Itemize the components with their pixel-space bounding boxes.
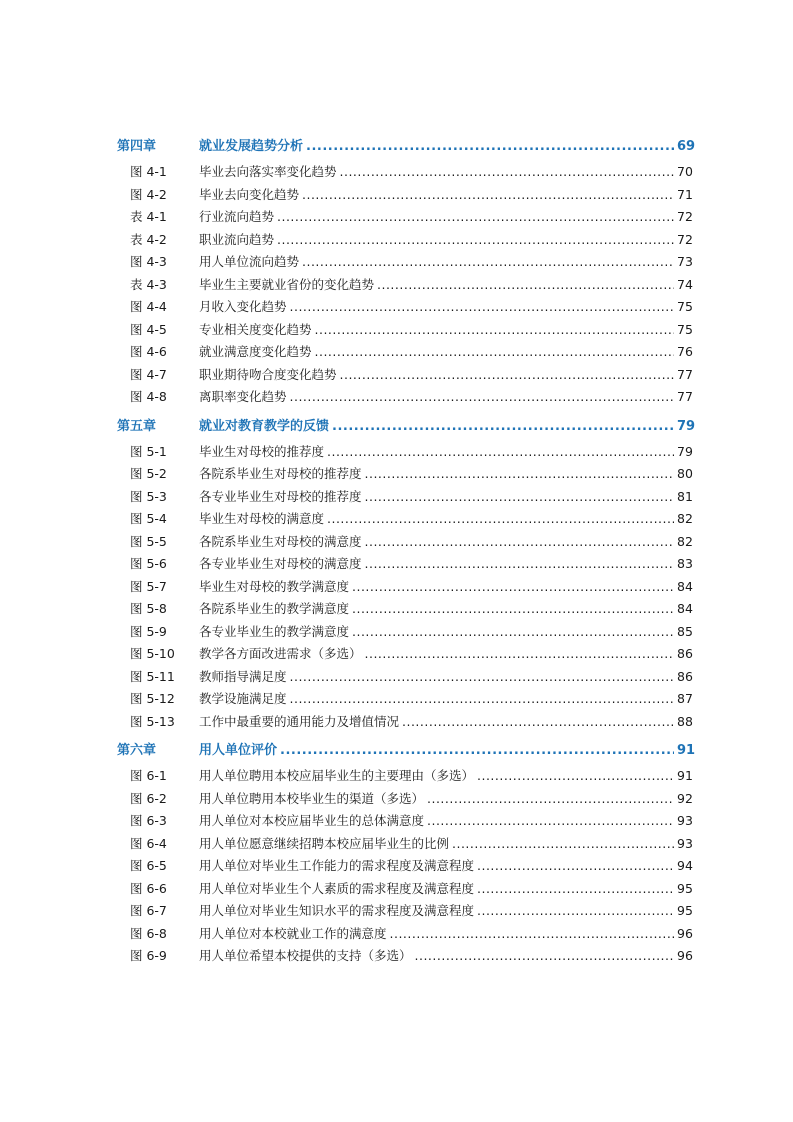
entry-page-number: 96 bbox=[677, 925, 693, 941]
toc-entry[interactable] bbox=[117, 161, 691, 184]
entry-label: 图 6-1 bbox=[130, 768, 167, 783]
entry-label: 图 5-2 bbox=[130, 466, 167, 481]
dot-leader bbox=[327, 508, 674, 531]
dot-leader bbox=[302, 251, 674, 274]
toc-entry[interactable] bbox=[117, 341, 691, 364]
entry-title: 毕业生主要就业省份的变化趋势 bbox=[199, 276, 375, 292]
entry-label: 图 5-1 bbox=[130, 443, 167, 459]
entry-page-number: 75 bbox=[677, 299, 693, 314]
entry-label: 图 4-8 bbox=[130, 389, 167, 404]
toc-entry[interactable] bbox=[117, 621, 691, 644]
dot-leader bbox=[290, 688, 674, 711]
entry-label: 图 4-1 bbox=[130, 164, 167, 179]
entry-page-number: 86 bbox=[677, 668, 693, 684]
toc-chapter-heading[interactable] bbox=[117, 133, 696, 161]
dot-leader bbox=[390, 923, 674, 946]
entry-label: 图 5-6 bbox=[130, 556, 167, 571]
entry-label: 表 4-3 bbox=[130, 276, 167, 292]
entry-title: 毕业生对母校的教学满意度 bbox=[199, 578, 350, 594]
toc-entry[interactable] bbox=[117, 364, 691, 387]
entry-label: 图 6-8 bbox=[130, 925, 167, 941]
entry-title: 用人单位对毕业生知识水平的需求程度及满意程度 bbox=[199, 903, 475, 918]
chapter-number: 第六章 bbox=[117, 743, 157, 758]
entry-title: 毕业去向变化趋势 bbox=[199, 186, 300, 202]
entry-label: 图 6-3 bbox=[130, 813, 167, 828]
toc-entry[interactable] bbox=[117, 711, 691, 734]
entry-title: 教学设施满足度 bbox=[199, 691, 287, 706]
entry-title: 教师指导满足度 bbox=[199, 668, 287, 684]
toc-entry[interactable] bbox=[117, 274, 691, 297]
entry-page-number: 76 bbox=[677, 344, 693, 359]
entry-page-number: 94 bbox=[677, 858, 693, 873]
dot-leader bbox=[290, 296, 674, 319]
entry-label: 图 6-5 bbox=[130, 858, 167, 873]
entry-title: 用人单位聘用本校应届毕业生的主要理由（多选） bbox=[199, 768, 475, 783]
entry-title: 各专业毕业生的教学满意度 bbox=[199, 623, 350, 639]
entry-page-number: 88 bbox=[677, 713, 693, 729]
entry-label: 表 4-1 bbox=[130, 209, 167, 224]
entry-page-number: 80 bbox=[677, 466, 693, 481]
entry-page-number: 92 bbox=[677, 790, 693, 806]
toc-entry[interactable] bbox=[117, 229, 691, 252]
dot-leader bbox=[315, 341, 674, 364]
entry-label: 图 5-3 bbox=[130, 488, 167, 504]
entry-page-number: 93 bbox=[677, 835, 693, 851]
toc-entry[interactable] bbox=[117, 386, 691, 409]
entry-label: 图 5-9 bbox=[130, 623, 167, 639]
dot-leader bbox=[280, 737, 674, 765]
toc-entry[interactable] bbox=[117, 441, 691, 464]
entry-label: 图 4-6 bbox=[130, 344, 167, 359]
toc-entry[interactable] bbox=[117, 508, 691, 531]
chapter-page-number: 69 bbox=[677, 139, 696, 154]
toc-entry[interactable] bbox=[117, 810, 691, 833]
dot-leader bbox=[352, 621, 674, 644]
entry-label: 图 5-10 bbox=[130, 646, 175, 661]
toc-entry[interactable] bbox=[117, 765, 691, 788]
dot-leader bbox=[452, 833, 674, 856]
entry-page-number: 81 bbox=[677, 488, 693, 504]
dot-leader bbox=[365, 531, 674, 554]
entry-title: 用人单位对本校应届毕业生的总体满意度 bbox=[199, 813, 425, 828]
entry-title: 月收入变化趋势 bbox=[199, 299, 287, 314]
entry-page-number: 82 bbox=[677, 533, 693, 549]
entry-label: 表 4-2 bbox=[130, 231, 167, 247]
entry-title: 用人单位对本校就业工作的满意度 bbox=[199, 925, 387, 941]
dot-leader bbox=[377, 274, 674, 297]
entry-title: 毕业生对母校的满意度 bbox=[199, 511, 325, 526]
toc-entry[interactable] bbox=[117, 878, 691, 901]
chapter-title: 就业对教育教学的反馈 bbox=[199, 418, 330, 434]
toc-entry[interactable] bbox=[117, 900, 691, 923]
entry-label: 图 5-12 bbox=[130, 691, 175, 706]
entry-page-number: 91 bbox=[677, 768, 693, 783]
dot-leader bbox=[340, 161, 674, 184]
dot-leader bbox=[277, 229, 674, 252]
entry-title: 工作中最重要的通用能力及增值情况 bbox=[199, 713, 400, 729]
entry-label: 图 4-4 bbox=[130, 299, 167, 314]
entry-page-number: 95 bbox=[677, 903, 693, 918]
entry-label: 图 4-3 bbox=[130, 254, 167, 269]
dot-leader bbox=[365, 643, 674, 666]
chapter-number: 第五章 bbox=[117, 418, 157, 434]
entry-label: 图 6-4 bbox=[130, 835, 167, 851]
toc-entry[interactable] bbox=[117, 576, 691, 599]
entry-page-number: 87 bbox=[677, 691, 693, 706]
entry-page-number: 71 bbox=[677, 186, 693, 202]
dot-leader bbox=[315, 319, 674, 342]
chapter-page-number: 91 bbox=[677, 743, 696, 758]
entry-page-number: 79 bbox=[677, 443, 693, 459]
entry-page-number: 93 bbox=[677, 813, 693, 828]
entry-title: 毕业生对母校的推荐度 bbox=[199, 443, 325, 459]
entry-page-number: 82 bbox=[677, 511, 693, 526]
chapter-page-number: 79 bbox=[677, 418, 696, 434]
entry-title: 各专业毕业生对母校的满意度 bbox=[199, 556, 362, 571]
entry-title: 职业流向趋势 bbox=[199, 231, 275, 247]
toc-entry[interactable] bbox=[117, 296, 691, 319]
toc-entry[interactable] bbox=[117, 531, 691, 554]
toc-entry[interactable] bbox=[117, 553, 691, 576]
dot-leader bbox=[352, 576, 674, 599]
dot-leader bbox=[365, 553, 674, 576]
entry-label: 图 5-13 bbox=[130, 713, 175, 729]
entry-page-number: 96 bbox=[677, 948, 693, 963]
dot-leader bbox=[306, 133, 674, 161]
dot-leader bbox=[477, 765, 674, 788]
toc-entry[interactable] bbox=[117, 688, 691, 711]
entry-title: 教学各方面改进需求（多选） bbox=[199, 646, 362, 661]
dot-leader bbox=[427, 810, 674, 833]
entry-title: 用人单位对毕业生个人素质的需求程度及满意程度 bbox=[199, 880, 475, 896]
dot-leader bbox=[477, 855, 674, 878]
entry-label: 图 4-7 bbox=[130, 366, 167, 382]
toc-entry[interactable] bbox=[117, 855, 691, 878]
entry-title: 各院系毕业生对母校的满意度 bbox=[199, 533, 362, 549]
entry-page-number: 95 bbox=[677, 880, 693, 896]
chapter-number: 第四章 bbox=[117, 139, 157, 154]
entry-page-number: 85 bbox=[677, 623, 693, 639]
entry-title: 各院系毕业生对母校的推荐度 bbox=[199, 466, 362, 481]
entry-page-number: 72 bbox=[677, 209, 693, 224]
entry-page-number: 70 bbox=[677, 164, 693, 179]
toc-entry[interactable] bbox=[117, 923, 691, 946]
entry-page-number: 72 bbox=[677, 231, 693, 247]
dot-leader bbox=[302, 184, 674, 207]
entry-title: 离职率变化趋势 bbox=[199, 389, 287, 404]
entry-label: 图 4-2 bbox=[130, 186, 167, 202]
entry-page-number: 84 bbox=[677, 578, 693, 594]
table-of-contents bbox=[117, 133, 696, 968]
dot-leader bbox=[477, 900, 674, 923]
dot-leader bbox=[352, 598, 674, 621]
dot-leader bbox=[477, 878, 674, 901]
entry-title: 行业流向趋势 bbox=[199, 209, 275, 224]
entry-title: 毕业去向落实率变化趋势 bbox=[199, 164, 337, 179]
entry-title: 各院系毕业生的教学满意度 bbox=[199, 601, 350, 616]
dot-leader bbox=[402, 711, 674, 734]
dot-leader bbox=[340, 364, 674, 387]
entry-page-number: 86 bbox=[677, 646, 693, 661]
toc-entry[interactable] bbox=[117, 788, 691, 811]
chapter-title: 用人单位评价 bbox=[199, 743, 278, 758]
toc-entry[interactable] bbox=[117, 184, 691, 207]
toc-chapter-heading[interactable] bbox=[117, 413, 696, 441]
entry-title: 用人单位愿意继续招聘本校应届毕业生的比例 bbox=[199, 835, 450, 851]
toc-entry[interactable] bbox=[117, 945, 691, 968]
entry-title: 就业满意度变化趋势 bbox=[199, 344, 312, 359]
chapter-title: 就业发展趋势分析 bbox=[199, 139, 304, 154]
entry-label: 图 4-5 bbox=[130, 321, 167, 337]
dot-leader bbox=[365, 463, 674, 486]
entry-label: 图 6-2 bbox=[130, 790, 167, 806]
entry-title: 职业期待吻合度变化趋势 bbox=[199, 366, 337, 382]
entry-label: 图 6-7 bbox=[130, 903, 167, 918]
dot-leader bbox=[277, 206, 674, 229]
entry-page-number: 75 bbox=[677, 321, 693, 337]
toc-entry[interactable] bbox=[117, 251, 691, 274]
toc-chapter-heading[interactable] bbox=[117, 737, 696, 765]
entry-page-number: 77 bbox=[677, 389, 693, 404]
entry-label: 图 5-11 bbox=[130, 668, 175, 684]
dot-leader bbox=[327, 441, 674, 464]
entry-title: 用人单位希望本校提供的支持（多选） bbox=[199, 948, 412, 963]
entry-title: 用人单位聘用本校毕业生的渠道（多选） bbox=[199, 790, 425, 806]
toc-entry[interactable] bbox=[117, 598, 691, 621]
dot-leader bbox=[415, 945, 674, 968]
entry-page-number: 84 bbox=[677, 601, 693, 616]
dot-leader bbox=[290, 666, 674, 689]
entry-label: 图 5-5 bbox=[130, 533, 167, 549]
entry-title: 用人单位流向趋势 bbox=[199, 254, 300, 269]
dot-leader bbox=[427, 788, 674, 811]
toc-entry[interactable] bbox=[117, 206, 691, 229]
entry-title: 专业相关度变化趋势 bbox=[199, 321, 312, 337]
entry-page-number: 83 bbox=[677, 556, 693, 571]
toc-entry[interactable] bbox=[117, 486, 691, 509]
entry-page-number: 74 bbox=[677, 276, 693, 292]
toc-entry[interactable] bbox=[117, 666, 691, 689]
entry-label: 图 5-7 bbox=[130, 578, 167, 594]
toc-entry[interactable] bbox=[117, 463, 691, 486]
entry-label: 图 6-9 bbox=[130, 948, 167, 963]
entry-page-number: 73 bbox=[677, 254, 693, 269]
dot-leader bbox=[332, 413, 674, 441]
toc-entry[interactable] bbox=[117, 643, 691, 666]
toc-entry[interactable] bbox=[117, 833, 691, 856]
entry-title: 用人单位对毕业生工作能力的需求程度及满意程度 bbox=[199, 858, 475, 873]
entry-label: 图 5-8 bbox=[130, 601, 167, 616]
dot-leader bbox=[290, 386, 674, 409]
entry-page-number: 77 bbox=[677, 366, 693, 382]
entry-title: 各专业毕业生对母校的推荐度 bbox=[199, 488, 362, 504]
entry-label: 图 5-4 bbox=[130, 511, 167, 526]
dot-leader bbox=[365, 486, 674, 509]
toc-entry[interactable] bbox=[117, 319, 691, 342]
entry-label: 图 6-6 bbox=[130, 880, 167, 896]
